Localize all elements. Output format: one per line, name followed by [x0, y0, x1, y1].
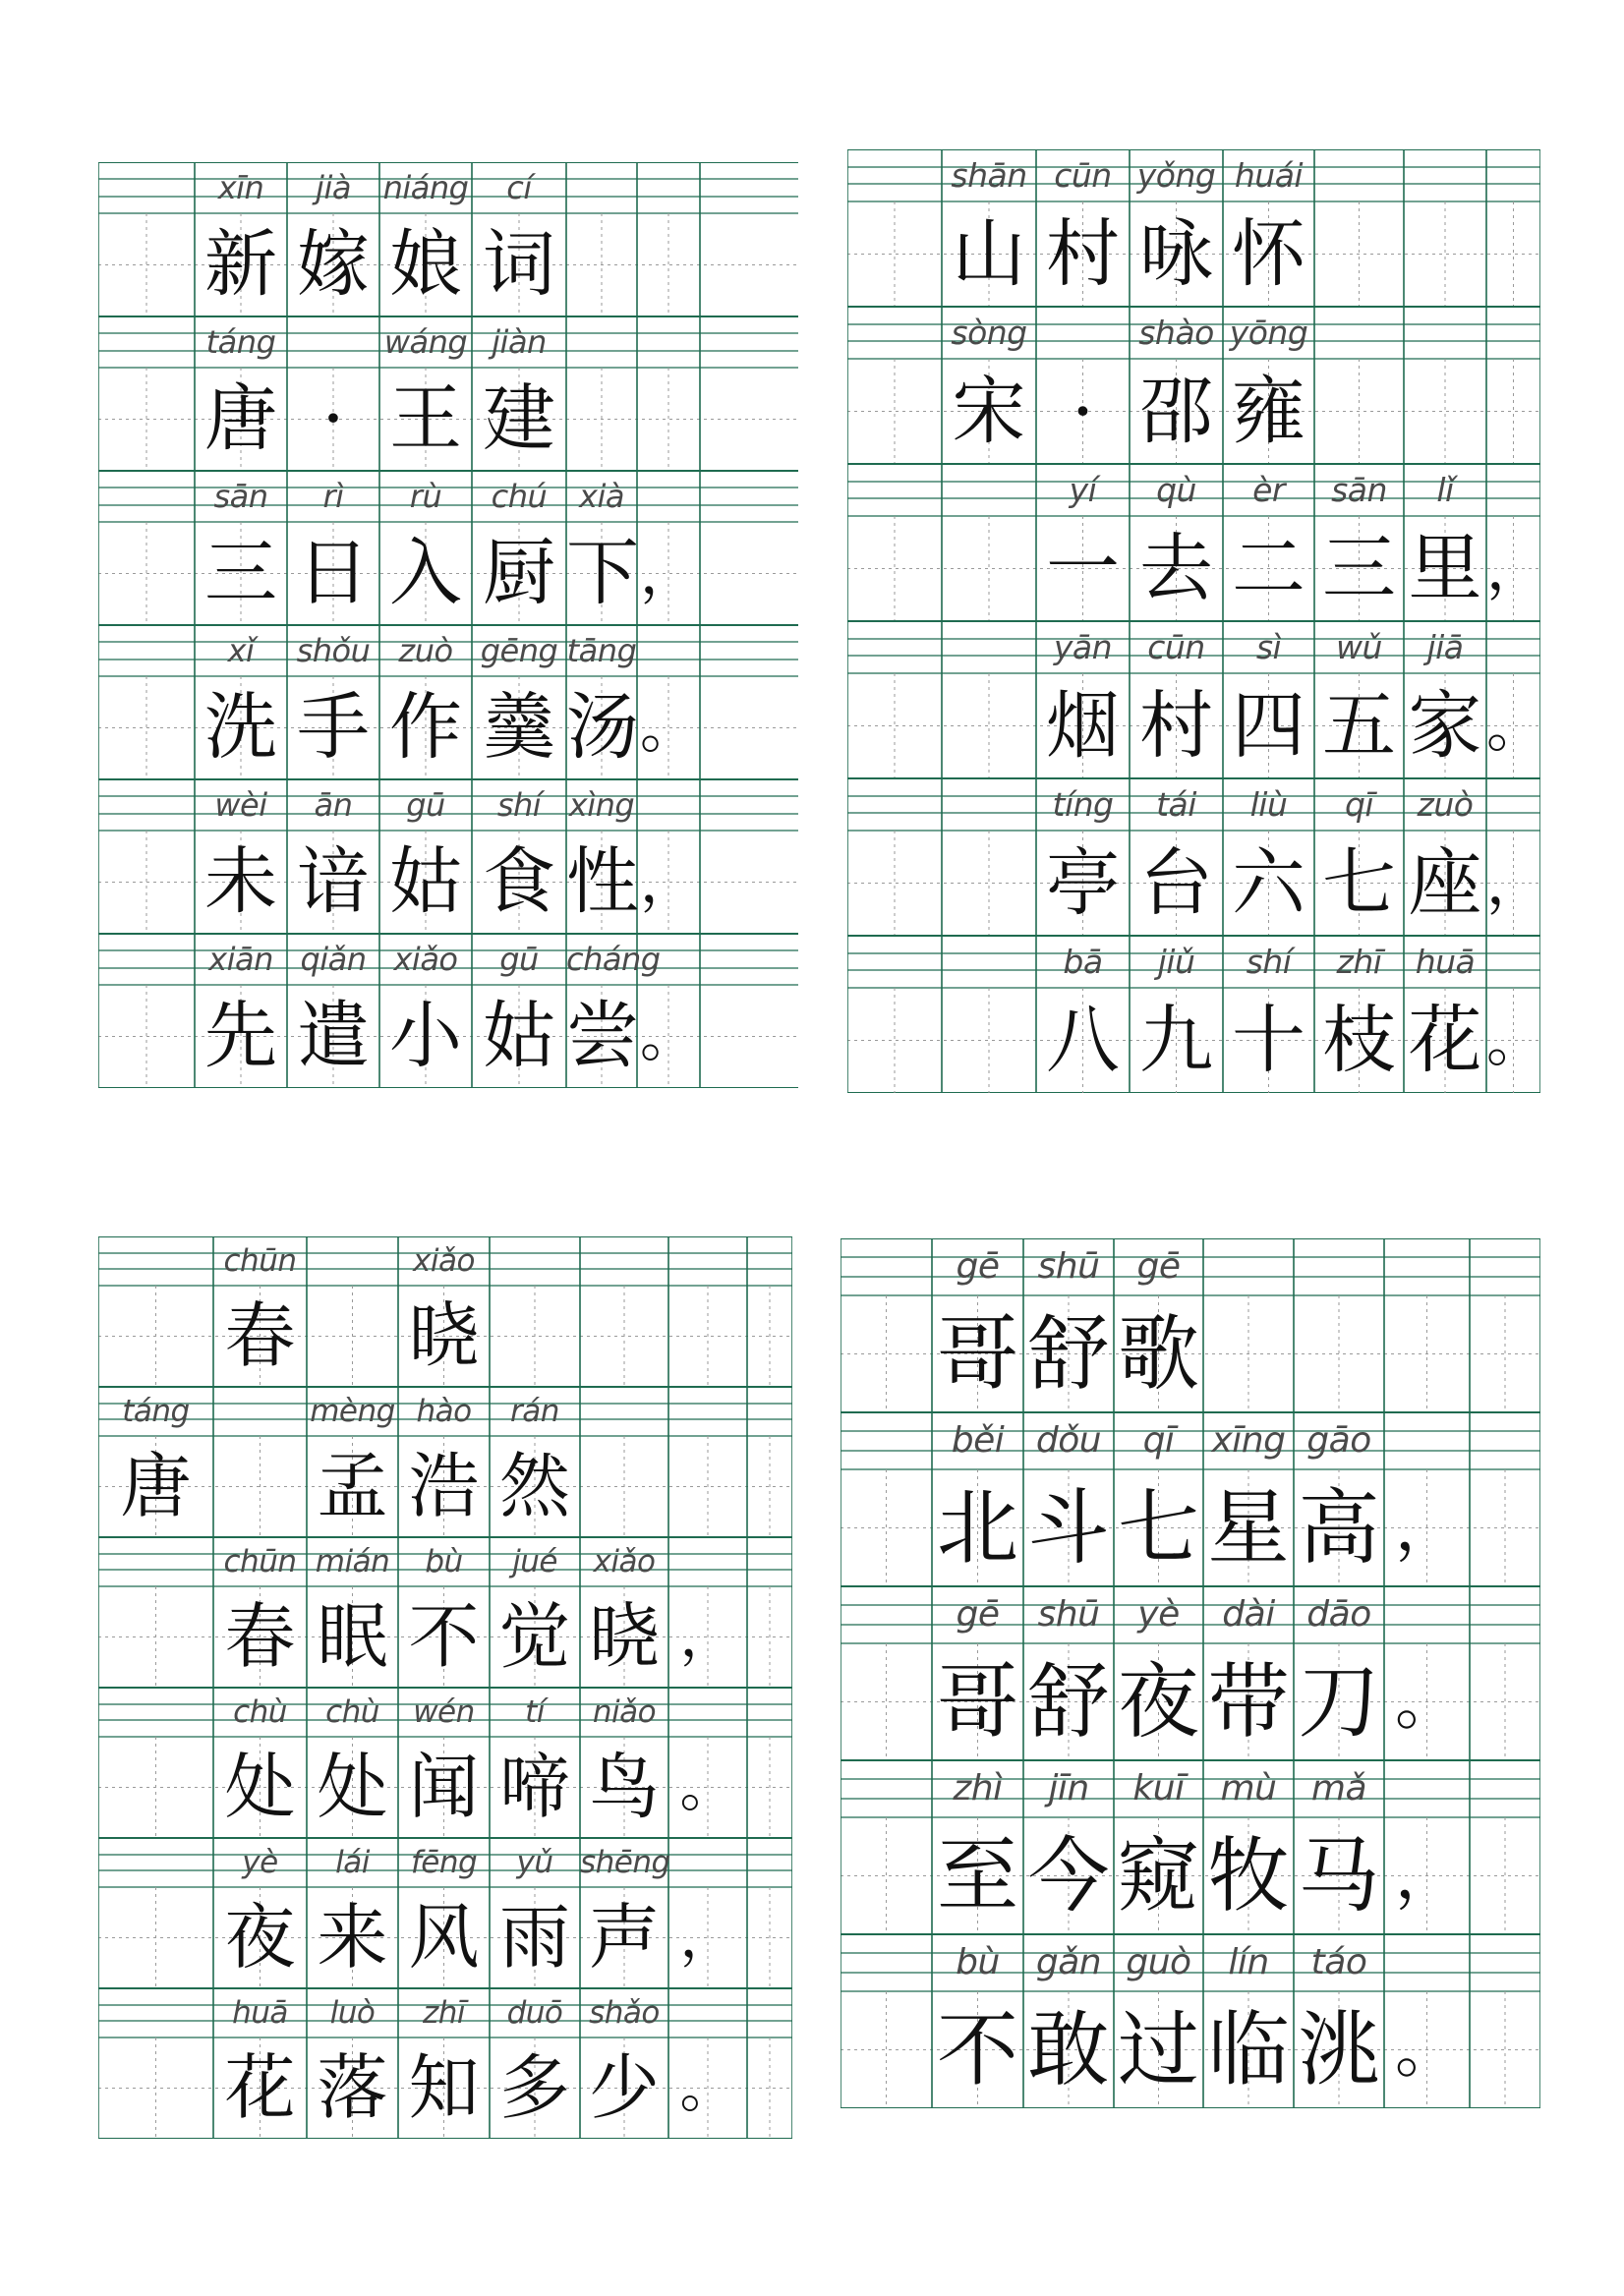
hanzi-character: 烟 — [1045, 682, 1120, 769]
punctuation-mark: 。 — [1394, 2013, 1459, 2087]
hanzi-character: 性 — [566, 839, 639, 924]
pinyin-syllable: gāo — [1306, 1420, 1371, 1461]
hanzi-character: 七 — [1321, 839, 1396, 926]
punctuation-mark: 。 — [1486, 1006, 1545, 1074]
pinyin-syllable: hào — [416, 1394, 472, 1429]
hanzi-character: 歌 — [1118, 1306, 1199, 1402]
pinyin-syllable: fēng — [410, 1845, 478, 1880]
pinyin-syllable: běi — [951, 1420, 1005, 1461]
hanzi-character: 眠 — [317, 1595, 388, 1678]
hanzi-character: 刀 — [1298, 1654, 1380, 1750]
pinyin-syllable: lái — [335, 1845, 370, 1880]
pinyin-syllable: rán — [510, 1394, 559, 1429]
punctuation-mark: 。 — [639, 1003, 697, 1069]
pinyin-syllable: rì — [322, 478, 344, 515]
pinyin-syllable: jiàn — [492, 323, 547, 361]
pinyin-syllable: liù — [1249, 785, 1288, 824]
hanzi-character: 三 — [1321, 525, 1396, 611]
hanzi-character: 新 — [204, 222, 277, 307]
hanzi-character: 鸟 — [588, 1746, 660, 1828]
pinyin-syllable: jué — [512, 1544, 557, 1579]
punctuation-mark: 。 — [679, 2055, 736, 2120]
pinyin-syllable: duō — [506, 1995, 563, 2031]
pinyin-syllable: jiā — [1426, 628, 1464, 666]
hanzi-character: 星 — [1207, 1480, 1290, 1576]
pinyin-syllable: zhī — [1336, 943, 1382, 981]
pinyin-syllable: zuò — [398, 632, 453, 669]
worksheet-ge-shu-ge — [841, 1238, 1540, 2108]
hanzi-character: 王 — [389, 376, 462, 461]
hanzi-character: 带 — [1207, 1654, 1290, 1750]
pinyin-syllable: táng — [205, 323, 276, 361]
hanzi-character: 晓 — [408, 1294, 480, 1377]
punctuation-mark: ， — [1394, 1491, 1459, 1565]
pinyin-syllable: sān — [1331, 471, 1387, 509]
hanzi-character: 雨 — [498, 1896, 570, 1979]
hanzi-character: 入 — [389, 531, 462, 615]
pinyin-syllable: cí — [506, 169, 532, 206]
pinyin-syllable: xǐ — [227, 632, 255, 669]
pinyin-syllable: niǎo — [592, 1694, 657, 1730]
pinyin-syllable: zhì — [953, 1768, 1003, 1808]
hanzi-character: 然 — [498, 1445, 570, 1527]
pinyin-syllable: xiǎo — [593, 1544, 656, 1579]
hanzi-character: 羹 — [483, 685, 555, 770]
hanzi-character: 不 — [408, 1595, 480, 1678]
pinyin-syllable: qiǎn — [300, 941, 367, 978]
pinyin-syllable: yè — [1137, 1594, 1180, 1635]
hanzi-character: 不 — [937, 2002, 1018, 2097]
hanzi-character: 一 — [1045, 525, 1120, 611]
pinyin-syllable: mù — [1220, 1768, 1277, 1808]
hanzi-character: 过 — [1118, 2002, 1199, 2097]
pinyin-syllable: táo — [1310, 1942, 1367, 1982]
pinyin-syllable: xià — [579, 478, 624, 515]
hanzi-character: 哥 — [937, 1654, 1018, 1750]
hanzi-character: 马 — [1298, 1828, 1380, 1923]
pinyin-syllable: shū — [1037, 1594, 1100, 1635]
pinyin-syllable: chù — [233, 1694, 287, 1730]
pinyin-syllable: huā — [232, 1995, 288, 2031]
hanzi-character: 去 — [1138, 525, 1213, 611]
pinyin-syllable: gū — [406, 786, 445, 824]
pinyin-syllable: lǐ — [1436, 471, 1454, 509]
punctuation-mark: ， — [639, 540, 697, 606]
hanzi-character: 七 — [1118, 1480, 1199, 1576]
pinyin-syllable: xīn — [217, 169, 264, 206]
hanzi-character: 三 — [204, 531, 277, 615]
hanzi-character: 风 — [408, 1896, 480, 1979]
pinyin-syllable: xiān — [208, 941, 273, 978]
hanzi-character: 遣 — [297, 994, 370, 1078]
hanzi-character: 村 — [1138, 682, 1213, 769]
punctuation-mark: 。 — [1486, 692, 1545, 760]
pinyin-syllable: gē — [956, 1594, 1000, 1635]
pinyin-syllable: niáng — [382, 169, 469, 206]
hanzi-character: 嫁 — [297, 222, 370, 307]
pinyin-syllable: yān — [1053, 628, 1113, 666]
pinyin-syllable: chú — [491, 478, 548, 515]
pinyin-syllable: chù — [325, 1694, 379, 1730]
hanzi-character: 洮 — [1298, 2002, 1380, 2097]
pinyin-syllable: zhī — [422, 1995, 466, 2031]
pinyin-syllable: shí — [1246, 943, 1292, 981]
pinyin-syllable: bù — [956, 1942, 1000, 1982]
hanzi-character: 春 — [224, 1595, 296, 1678]
hanzi-character: 唐 — [120, 1445, 192, 1527]
hanzi-character: 十 — [1231, 997, 1305, 1083]
hanzi-character: 春 — [224, 1294, 296, 1377]
pinyin-syllable: gēng — [480, 632, 558, 669]
hanzi-character: 家 — [1408, 682, 1482, 769]
hanzi-character: 花 — [224, 2046, 296, 2129]
hanzi-character: 宋 — [952, 368, 1026, 454]
pinyin-syllable: yè — [242, 1845, 278, 1880]
pinyin-syllable: qī — [1142, 1420, 1175, 1461]
pinyin-syllable: shǒu — [296, 632, 371, 669]
pinyin-syllable: wén — [413, 1694, 475, 1730]
hanzi-character: 里 — [1408, 525, 1482, 611]
hanzi-character: 村 — [1045, 210, 1120, 297]
hanzi-character: 八 — [1045, 997, 1120, 1083]
hanzi-character: 斗 — [1027, 1480, 1110, 1576]
hanzi-character: 姑 — [389, 839, 462, 924]
hanzi-character: 亭 — [1045, 839, 1120, 926]
hanzi-character: 汤 — [566, 685, 639, 770]
pinyin-syllable: guò — [1126, 1942, 1191, 1982]
pinyin-syllable: gū — [499, 941, 539, 978]
pinyin-syllable: chūn — [223, 1243, 297, 1279]
hanzi-character: 啼 — [498, 1746, 570, 1828]
pinyin-syllable: xiǎo — [413, 1243, 475, 1279]
pinyin-syllable: dāo — [1306, 1594, 1371, 1635]
pinyin-syllable: cūn — [1147, 628, 1205, 666]
worksheet-chun-xiao — [98, 1236, 792, 2139]
pinyin-syllable: shào — [1138, 314, 1214, 352]
hanzi-character: 多 — [498, 2046, 570, 2129]
hanzi-character: 唐 — [204, 376, 277, 461]
pinyin-syllable: xìng — [568, 786, 635, 824]
hanzi-character: 高 — [1298, 1480, 1380, 1576]
pinyin-syllable: wáng — [383, 323, 468, 361]
pinyin-syllable: mǎ — [1310, 1768, 1367, 1808]
hanzi-character: 作 — [389, 685, 462, 770]
pinyin-syllable: shū — [1037, 1246, 1100, 1287]
hanzi-character: 雍 — [1231, 368, 1305, 454]
hanzi-character: 知 — [408, 2046, 480, 2129]
pinyin-syllable: huái — [1234, 156, 1304, 195]
pinyin-syllable: rù — [409, 478, 442, 515]
pinyin-syllable: dǒu — [1035, 1420, 1102, 1461]
pinyin-syllable: mián — [315, 1544, 390, 1579]
hanzi-character: 今 — [1027, 1828, 1110, 1923]
pinyin-syllable: sòng — [951, 314, 1027, 352]
hanzi-character: 六 — [1231, 839, 1305, 926]
worksheet-xin-jia-niang-ci — [98, 162, 798, 1088]
hanzi-character: 台 — [1138, 839, 1213, 926]
pinyin-syllable: èr — [1252, 471, 1285, 509]
hanzi-character: 谙 — [297, 839, 370, 924]
worksheet-shan-cun-yong-huai — [847, 149, 1545, 1093]
pinyin-syllable: gǎn — [1035, 1942, 1102, 1982]
pinyin-syllable: yōng — [1229, 314, 1308, 352]
hanzi-character: 浩 — [408, 1445, 480, 1527]
hanzi-character: · — [321, 376, 345, 461]
pinyin-syllable: sān — [213, 478, 268, 515]
pinyin-syllable: ān — [314, 786, 353, 824]
pinyin-syllable: tāng — [566, 632, 637, 669]
punctuation-mark: ， — [679, 1604, 736, 1669]
hanzi-character: 邵 — [1138, 368, 1213, 454]
hanzi-character: 处 — [224, 1746, 296, 1828]
pinyin-syllable: jīn — [1048, 1768, 1089, 1808]
hanzi-character: 日 — [297, 531, 370, 615]
punctuation-mark: ， — [679, 1905, 736, 1970]
pinyin-syllable: chūn — [223, 1544, 297, 1579]
pinyin-syllable: yǔ — [516, 1845, 553, 1880]
pinyin-syllable: shēng — [580, 1845, 670, 1880]
pinyin-syllable: qù — [1156, 471, 1196, 509]
pinyin-syllable: wǔ — [1336, 628, 1382, 666]
hanzi-character: 二 — [1231, 525, 1305, 611]
hanzi-character: 下 — [566, 531, 639, 615]
punctuation-mark: ， — [1486, 849, 1545, 917]
pinyin-syllable: luò — [329, 1995, 376, 2031]
pinyin-syllable: tái — [1156, 785, 1196, 824]
hanzi-character: 孟 — [317, 1445, 388, 1527]
hanzi-character: 厨 — [483, 531, 555, 615]
hanzi-character: 夜 — [224, 1896, 296, 1979]
hanzi-character: 晓 — [588, 1595, 660, 1678]
pinyin-syllable: cūn — [1054, 156, 1112, 195]
hanzi-character: 娘 — [389, 222, 462, 307]
punctuation-mark: 。 — [679, 1754, 736, 1819]
hanzi-character: 未 — [204, 839, 277, 924]
pinyin-syllable: tíng — [1052, 785, 1114, 824]
hanzi-character: 食 — [483, 839, 555, 924]
pinyin-syllable: yǒng — [1136, 156, 1216, 195]
hanzi-character: 尝 — [566, 994, 639, 1078]
pinyin-syllable: xiǎo — [393, 941, 458, 978]
hanzi-character: 先 — [204, 994, 277, 1078]
hanzi-character: 花 — [1408, 997, 1482, 1083]
punctuation-mark: ， — [639, 848, 697, 915]
pinyin-syllable: gē — [1136, 1246, 1181, 1287]
pinyin-syllable: kuī — [1132, 1768, 1185, 1808]
pinyin-syllable: cháng — [566, 941, 661, 978]
hanzi-character: 少 — [588, 2046, 660, 2129]
hanzi-character: 手 — [297, 685, 370, 770]
pinyin-syllable: shí — [496, 786, 542, 824]
hanzi-character: 临 — [1207, 2002, 1290, 2097]
hanzi-character: 来 — [317, 1896, 388, 1979]
hanzi-character: · — [1071, 368, 1095, 454]
hanzi-character: 词 — [483, 222, 555, 307]
hanzi-character: 哥 — [937, 1306, 1018, 1402]
hanzi-character: 牧 — [1207, 1828, 1290, 1923]
hanzi-character: 至 — [937, 1828, 1018, 1923]
hanzi-character: 落 — [317, 2046, 388, 2129]
pinyin-syllable: táng — [122, 1394, 190, 1429]
punctuation-mark: 。 — [1394, 1665, 1459, 1739]
pinyin-syllable: dài — [1222, 1594, 1275, 1635]
pinyin-syllable: jià — [316, 169, 351, 206]
hanzi-character: 建 — [483, 376, 555, 461]
pinyin-syllable: gē — [956, 1246, 1000, 1287]
pinyin-syllable: xīng — [1211, 1420, 1286, 1461]
pinyin-syllable: qī — [1344, 785, 1374, 824]
pinyin-syllable: jiǔ — [1157, 943, 1195, 981]
hanzi-character: 座 — [1408, 839, 1482, 926]
hanzi-character: 觉 — [498, 1595, 570, 1678]
hanzi-character: 枝 — [1321, 997, 1396, 1083]
hanzi-character: 咏 — [1138, 210, 1213, 297]
hanzi-character: 姑 — [483, 994, 555, 1078]
hanzi-character: 九 — [1138, 997, 1213, 1083]
hanzi-character: 闻 — [408, 1746, 480, 1828]
hanzi-character: 声 — [588, 1896, 660, 1979]
hanzi-character: 夜 — [1118, 1654, 1199, 1750]
hanzi-character: 舒 — [1027, 1654, 1110, 1750]
hanzi-character: 怀 — [1231, 210, 1305, 297]
hanzi-character: 处 — [317, 1746, 388, 1828]
hanzi-character: 北 — [937, 1480, 1018, 1576]
punctuation-mark: 。 — [639, 694, 697, 761]
pinyin-syllable: bā — [1063, 943, 1103, 981]
pinyin-syllable: lín — [1228, 1942, 1269, 1982]
pinyin-syllable: mèng — [310, 1394, 395, 1429]
hanzi-character: 舒 — [1027, 1306, 1110, 1402]
pinyin-syllable: shān — [951, 156, 1027, 195]
pinyin-syllable: yí — [1069, 471, 1097, 509]
pinyin-syllable: bù — [425, 1544, 463, 1579]
hanzi-character: 山 — [952, 210, 1026, 297]
pinyin-syllable: huā — [1415, 943, 1476, 981]
pinyin-syllable: zuò — [1417, 785, 1474, 824]
punctuation-mark: ， — [1394, 1839, 1459, 1913]
hanzi-character: 窥 — [1118, 1828, 1199, 1923]
hanzi-character: 敢 — [1027, 2002, 1110, 2097]
hanzi-character: 五 — [1321, 682, 1396, 769]
hanzi-character: 四 — [1231, 682, 1305, 769]
pinyin-syllable: shǎo — [589, 1995, 660, 2031]
hanzi-character: 小 — [389, 994, 462, 1078]
pinyin-syllable: wèi — [214, 786, 267, 824]
pinyin-syllable: tí — [525, 1694, 545, 1730]
punctuation-mark: ， — [1486, 535, 1545, 603]
pinyin-syllable: sì — [1255, 628, 1282, 666]
hanzi-character: 洗 — [204, 685, 277, 770]
